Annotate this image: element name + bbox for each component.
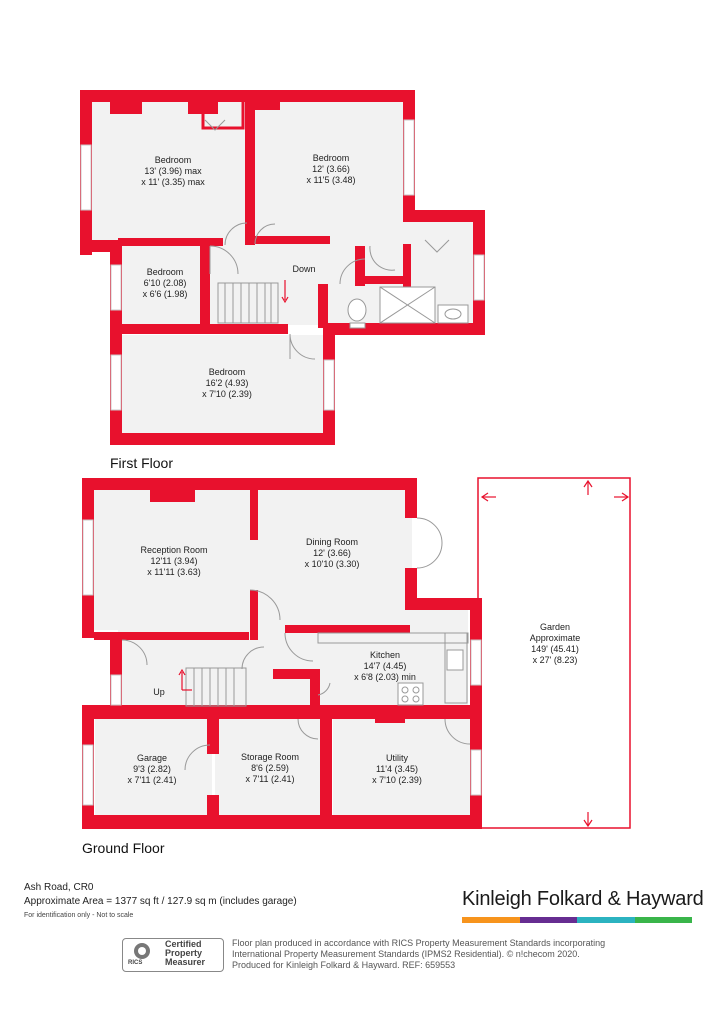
bed4-name: Bedroom [208, 367, 246, 377]
dining-dim1: 12' (3.66) [313, 548, 351, 558]
garden-name: Garden [539, 622, 571, 632]
brand-name: Kinleigh Folkard & Hayward [462, 888, 704, 910]
identification-note: For identification only - Not to scale [24, 912, 134, 919]
kitchen-dim2: x 6'8 (2.03) min [354, 672, 416, 682]
bed2-name: Bedroom [312, 153, 350, 163]
storage-dim1: 8'6 (2.59) [251, 763, 289, 773]
bed1-name: Bedroom [154, 155, 192, 165]
certified-property-measurer [165, 940, 205, 967]
brand-bar-teal [577, 917, 635, 923]
bed3-name: Bedroom [146, 267, 184, 277]
bed4-dim1: 16'2 (4.93) [205, 378, 249, 388]
garage-dim1: 9'3 (2.82) [133, 764, 171, 774]
reception-name: Reception Room [140, 545, 208, 555]
reception-dim2: x 11'11 (3.63) [147, 567, 201, 577]
disclaimer [232, 938, 612, 971]
storage-dim2: x 7'11 (2.41) [245, 774, 295, 784]
disclaimer-line-1: Floor plan produced in accordance with RICS Property Measurement Standards incorporating [232, 938, 606, 948]
utility-dim2: x 7'10 (2.39) [372, 775, 422, 785]
garden-dim1: 149' (45.41) [531, 644, 579, 654]
cert-line-2: Property [165, 948, 203, 958]
address: Ash Road, CR0 [24, 882, 94, 893]
storage-name: Storage Room [240, 752, 300, 762]
bed2-dim1: 12' (3.66) [312, 164, 350, 174]
approx-area: Approximate Area = 1377 sq ft / 127.9 sq m (includes garage) [24, 896, 297, 907]
garden-dim2: x 27' (8.23) [532, 655, 578, 665]
brand-bar-purple [520, 917, 578, 923]
bed4-dim2: x 7'10 (2.39) [202, 389, 252, 399]
utility-dim1: 11'4 (3.45) [375, 764, 419, 774]
rics-label: RICS [128, 960, 143, 966]
disclaimer-line-2: International Property Measurement Standards (IPMS2 Residential). © n!checom 2020. [232, 949, 580, 959]
garage-name: Garage [136, 753, 168, 763]
bed3-dim2: x 6'6 (1.98) [142, 289, 188, 299]
bed2-dim2: x 11'5 (3.48) [306, 175, 356, 185]
first-floor-plan [80, 90, 485, 445]
ground-floor-label: Ground Floor [82, 840, 165, 856]
brand-color-bars [462, 917, 692, 923]
kitchen-name: Kitchen [369, 650, 401, 660]
brand-bar-green [635, 917, 693, 923]
garage-dim2: x 7'11 (2.41) [127, 775, 177, 785]
dining-dim2: x 10'10 (3.30) [304, 559, 360, 569]
cert-line-1: Certified [165, 939, 202, 949]
disclaimer-line-3: Produced for Kinleigh Folkard & Hayward. REF: 659553 [232, 960, 456, 970]
utility-name: Utility [386, 753, 408, 763]
bed1-dim1: 13' (3.96) max [144, 166, 202, 176]
reception-dim1: 12'11 (3.94) [150, 556, 198, 566]
up-label: Up [153, 687, 165, 697]
kitchen-dim1: 14'7 (4.45) [363, 661, 407, 671]
bed3-dim1: 6'10 (2.08) [143, 278, 187, 288]
dining-name: Dining Room [305, 537, 359, 547]
garden-dim0: Approximate [529, 633, 581, 643]
cert-line-3: Measurer [165, 957, 206, 967]
first-floor-label: First Floor [110, 455, 173, 471]
brand-bar-orange [462, 917, 520, 923]
down-label: Down [292, 264, 316, 274]
bed1-dim2: x 11' (3.35) max [141, 177, 205, 187]
